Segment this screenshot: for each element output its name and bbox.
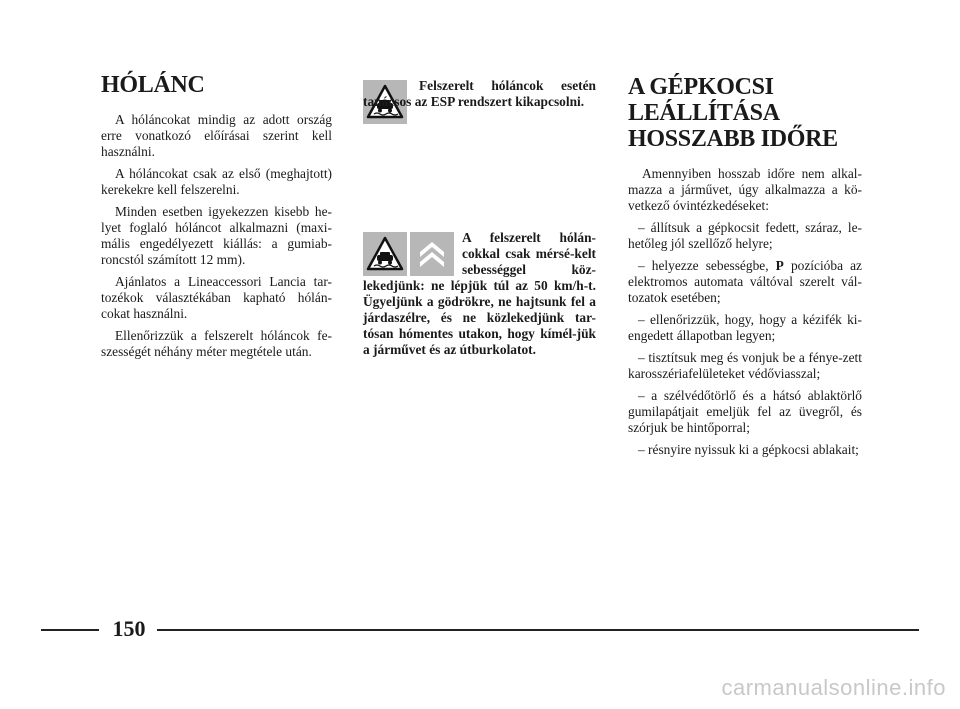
attention-chevrons-icon — [410, 232, 454, 276]
paragraph: A hóláncokat csak az első (meghajtott) kerekekre kell felszerelni. — [101, 166, 332, 197]
paragraph: Ajánlatos a Lineaccessori Lancia tar-tozékok választékában kapható hólán-cokat használni. — [101, 274, 332, 321]
title-line: HOSSZABB IDŐRE — [628, 126, 838, 152]
middle-column — [363, 78, 596, 358]
title-line: LEÁLLÍTÁSA — [628, 100, 780, 126]
list-item: – ellenőrizzük, hogy, hogy a kézifék ki-engedett állapotban legyen; — [628, 312, 862, 343]
title-line: A GÉPKOCSI — [628, 74, 774, 100]
paragraph: Ellenőrizzük a felszerelt hóláncok fe-szességét néhány méter megtétele után. — [101, 328, 332, 359]
section-title-snow-chains: HÓLÁNC — [101, 72, 205, 98]
footer-rule — [157, 629, 919, 631]
warning-text: Felszerelt hóláncok esetén tanácsos az ESP rendszert kikapcsolni. — [363, 78, 596, 109]
list-item: – helyezze sebességbe, P pozícióba az elektromos automata váltóval szerelt vál-tozatok esetében; — [628, 258, 862, 305]
warning-speed — [363, 230, 596, 358]
left-column — [101, 72, 332, 366]
paragraph-intro: Amennyiben hosszab időre nem alkal-mazza a járművet, úgy alkalmazza a kö-vetkező óvintézkedéseket: — [628, 166, 862, 213]
skid-car-warning-icon — [363, 232, 407, 276]
warning-text: A felszerelt hólán-cokkal csak mérsé-kelt sebességgel köz-lekedjünk: ne lépjük túl az 50 km/h-t. Ügyeljünk a gödrökre, ne hajtsunk fel a járdaszélre, és ne közlekedjünk tar-tósan hómentes utakon, hogy kímél-jük a járművet és az útburkolatot. — [363, 230, 596, 357]
section-title-storage — [628, 74, 862, 152]
footer-rule — [41, 629, 99, 631]
warning-icons — [363, 232, 454, 276]
list-item: – állítsuk a gépkocsit fedett, száraz, le-hetőleg jól szellőző helyre; — [628, 220, 862, 251]
right-column — [628, 74, 862, 464]
paragraph: A hóláncokat mindig az adott ország erre vonatkozó előírásai szerint kell használni. — [101, 112, 332, 159]
list-item: – a szélvédőtörlő és a hátsó ablaktörlő gumilapátjait emeljük fel az üvegről, és szórjuk be hintőporral; — [628, 388, 862, 435]
page-number: 150 — [112, 616, 146, 641]
warning-esp — [363, 78, 596, 130]
paragraph: Minden esetben igyekezzen kisebb he-lyet foglaló hóláncot alkalmazni (maxi-mális engedélyezett kiállás: a gumiab-roncstól számított 12 mm). — [101, 204, 332, 267]
page-footer — [41, 614, 919, 644]
list-item: – tisztítsuk meg és vonjuk be a fénye-zett karosszériafelületeket védőviasszal; — [628, 350, 862, 381]
watermark: carmanualsonline.info — [721, 675, 946, 700]
list-item: – résnyire nyissuk ki a gépkocsi ablakait; — [638, 442, 859, 457]
